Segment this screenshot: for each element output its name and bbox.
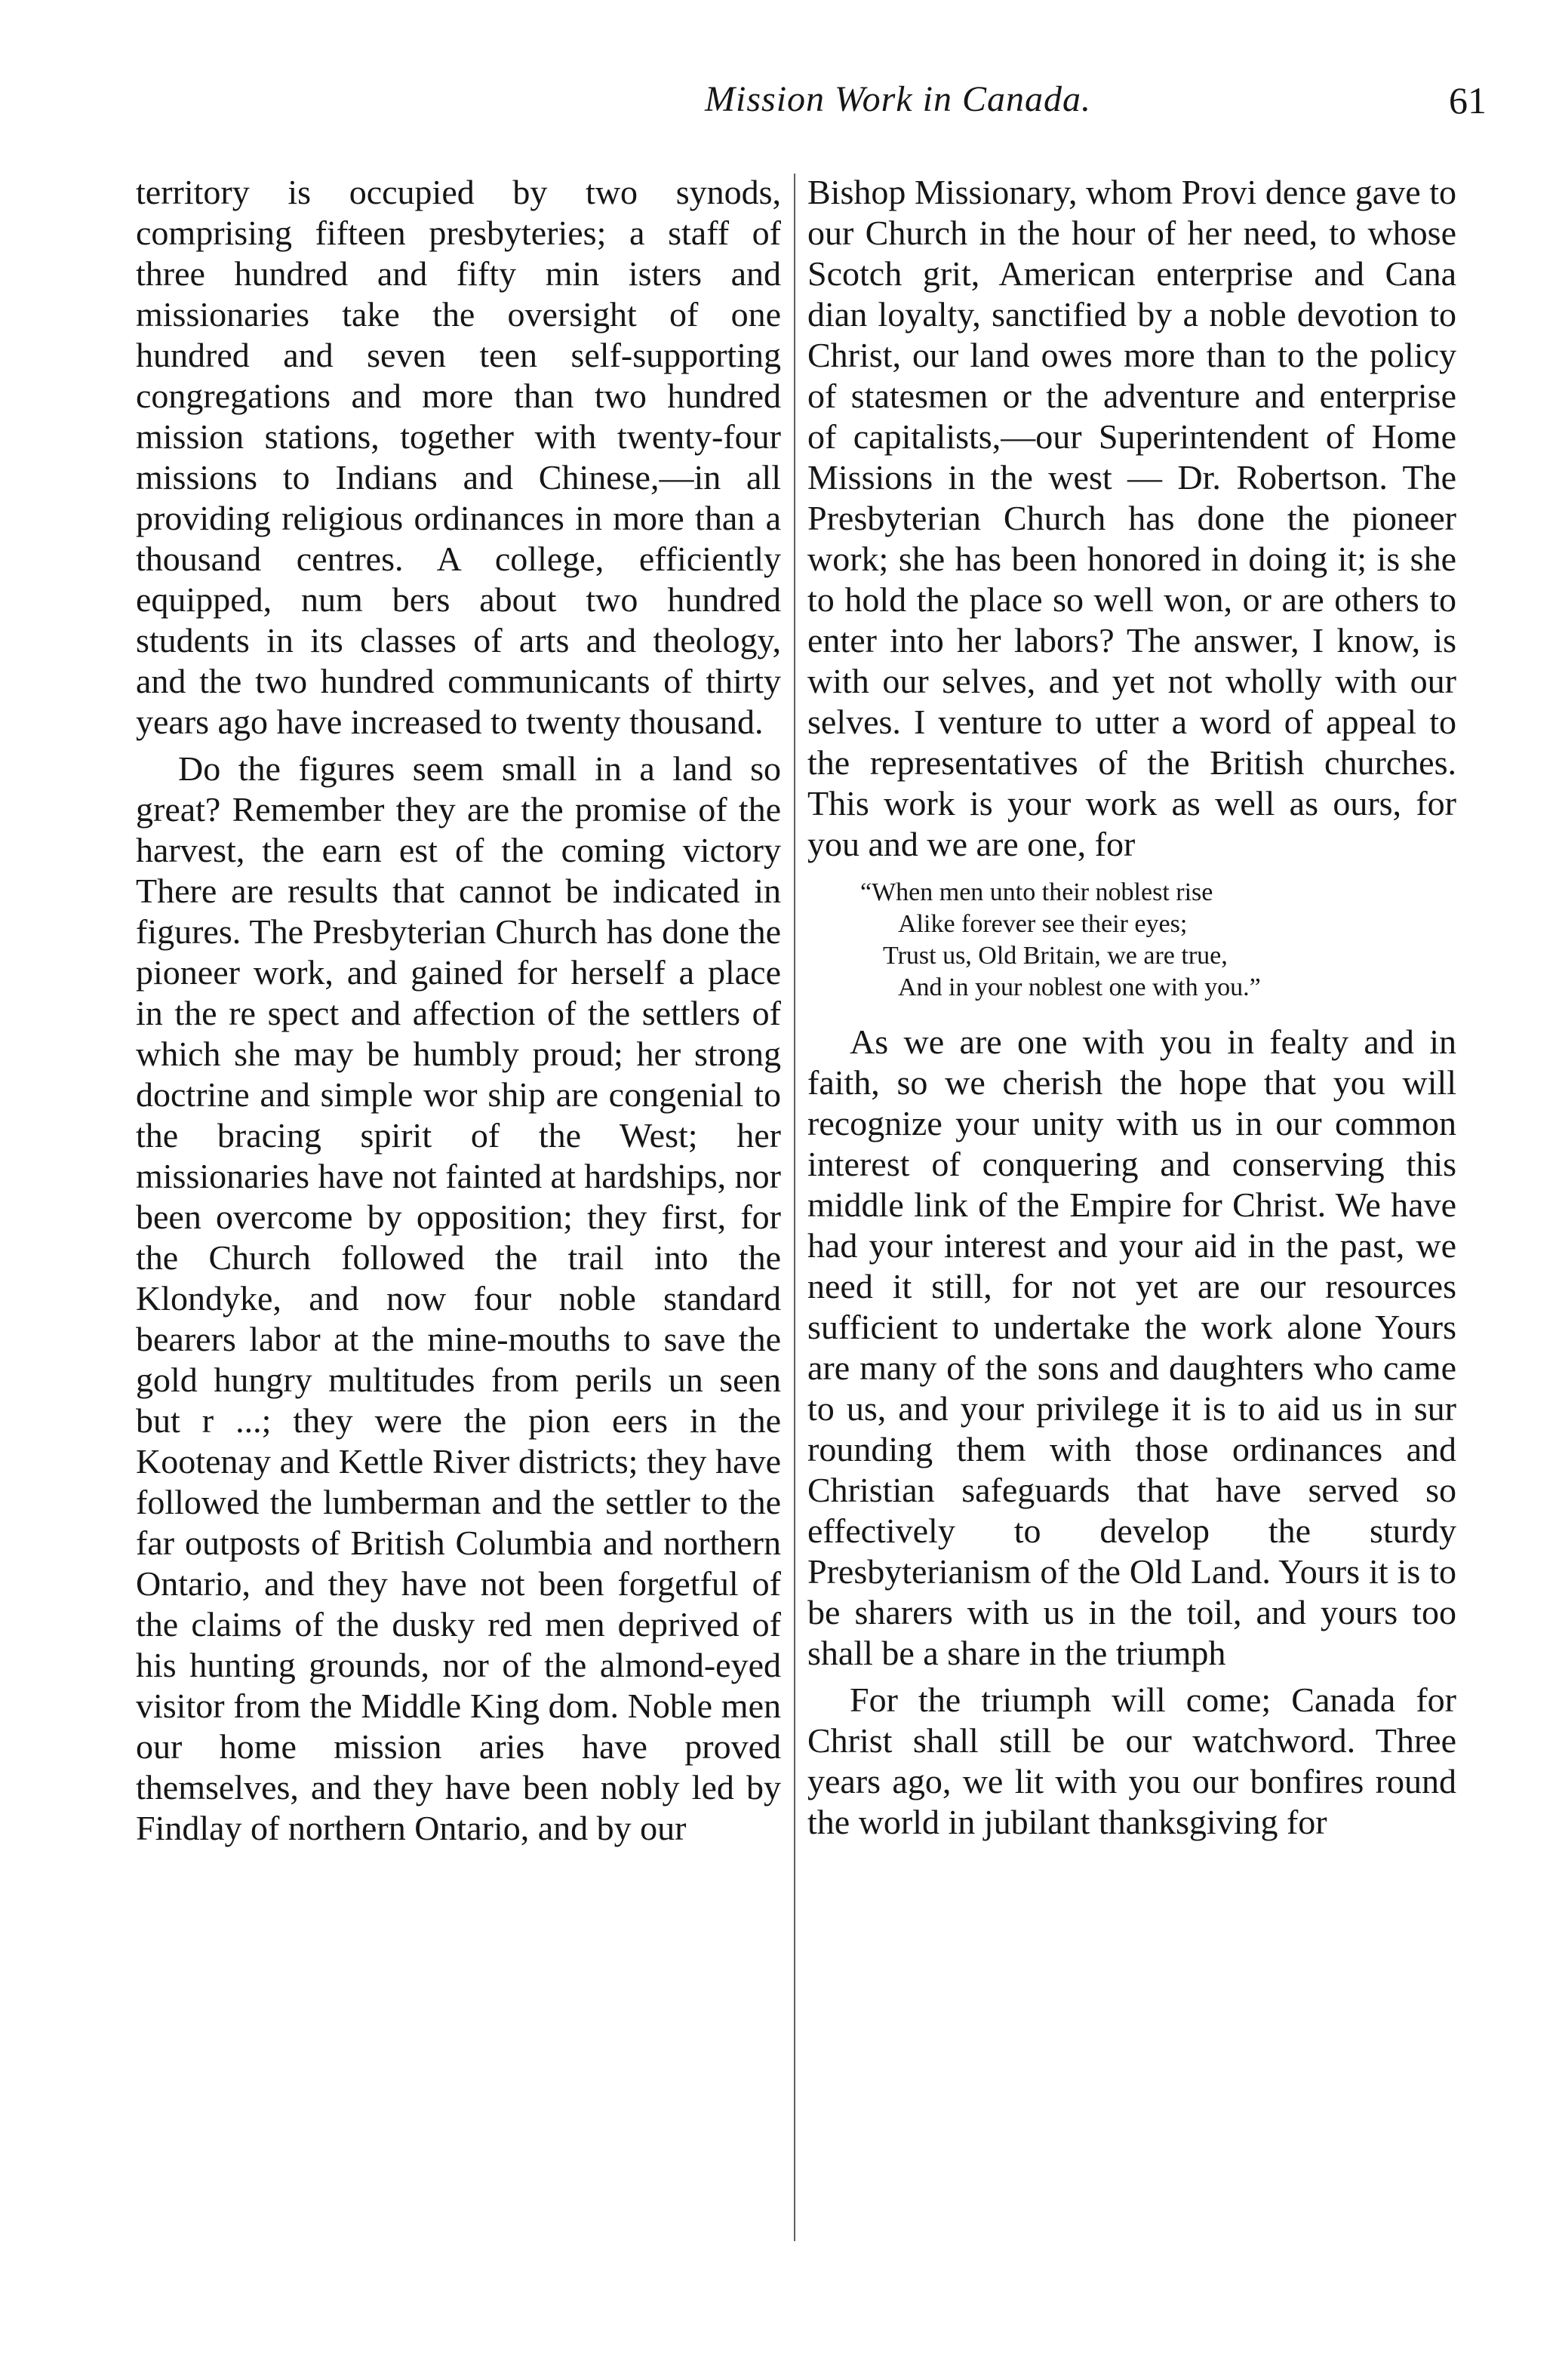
verse-line: And in your noblest one with you.” [898,973,1261,1001]
right-column [807,172,1456,1843]
running-title: Mission Work in Canada. [705,79,1091,119]
left-paragraph-1: territory is occupied by two synods, comprising fifteen presbyteries; a staff of three hundred and fifty min isters and missionaries take the oversight of one hundred and seven teen self-supporting congregations and more than two hundred mission stations, together with twenty-four missions to Indians and Chinese,—in all providing religious ordinances in more than a thousand centres. A college, efficiently equipped, num bers about two hundred students in its classes of arts and theology, and the two hundred communicants of thirty years ago have increased to twenty thousand. [136,173,781,741]
right-paragraph-2: As we are one with you in fealty and in faith, so we cherish the hope that you will recognize your unity with us in our common interest of conquering and conserving this middle link of the Empire for Christ. We have had your interest and your aid in the past, we need it still, for not yet are our resources sufficient to undertake the work alone Yours are many of the sons and daughters who came to us, and your privilege it is to aid us in sur rounding them with those ordinances and Christian safeguards that have served so effectively to develop the sturdy Presbyterianism of the Old Land. Yours it is to be sharers with us in the toil, and yours too shall be a share in the triumph [807,1022,1456,1672]
page-number: 61 [1449,79,1487,121]
verse-line: “When men unto their noblest rise [860,878,1213,906]
verse-line: Alike forever see their eyes; [898,910,1188,938]
verse-quotation [807,877,1456,1004]
right-paragraph-1: Bishop Missionary, whom Provi dence gave to our Church in the hour of her need, to whose Scotch grit, American enterprise and Cana dian loyalty, sanctified by a noble devotion to Christ, our land owes more than to the policy of statesmen or the adventure and enterprise of capitalists,—our Superintendent of Home Missions in the west — Dr. Robertson. The Presbyterian Church has done the pioneer work; she has been honored in doing it; is she to hold the place so well won, or are others to enter into her labors? The answer, I know, is with our selves, and yet not wholly with our selves. I venture to utter a word of appeal to the representatives of the British churches. This work is your work as well as ours, for you and we are one, for [807,173,1456,863]
running-head [128,78,1487,131]
verse-line: Trust us, Old Britain, we are true, [883,942,1228,970]
left-column [136,172,781,1849]
left-paragraph-2: Do the figures seem small in a land so great? Remember they are the promise of the harvest, the earn est of the coming victory There are results that cannot be indicated in figures. The Presbyterian Church has done the pioneer work, and gained for herself a place in the re spect and affection of the settlers of which she may be humbly proud; her strong doctrine and simple wor ship are congenial to the bracing spirit of the West; her missionaries have not fainted at hardships, nor been overcome by opposition; they first, for the Church followed the trail into the Klondyke, and now four noble standard bearers labor at the mine-mouths to save the gold hungry multitudes from perils un seen but r ...; they were the pion eers in the Kootenay and Kettle River districts; they have followed the lumberman and the settler to the far outposts of British Columbia and northern Ontario, and they have not been forgetful of the claims of the dusky red men deprived of his hunting grounds, nor of the almond-eyed visitor from the Middle King dom. Noble men our home mission aries have proved themselves, and they have been nobly led by Findlay of northern Ontario, and by our [136,749,781,1847]
column-divider [794,174,795,2241]
right-paragraph-3: For the triumph will come; Canada for Christ shall still be our watchword. Three years ago, we lit with you our bonfires round the world in jubilant thanksgiving for [807,1680,1456,1841]
